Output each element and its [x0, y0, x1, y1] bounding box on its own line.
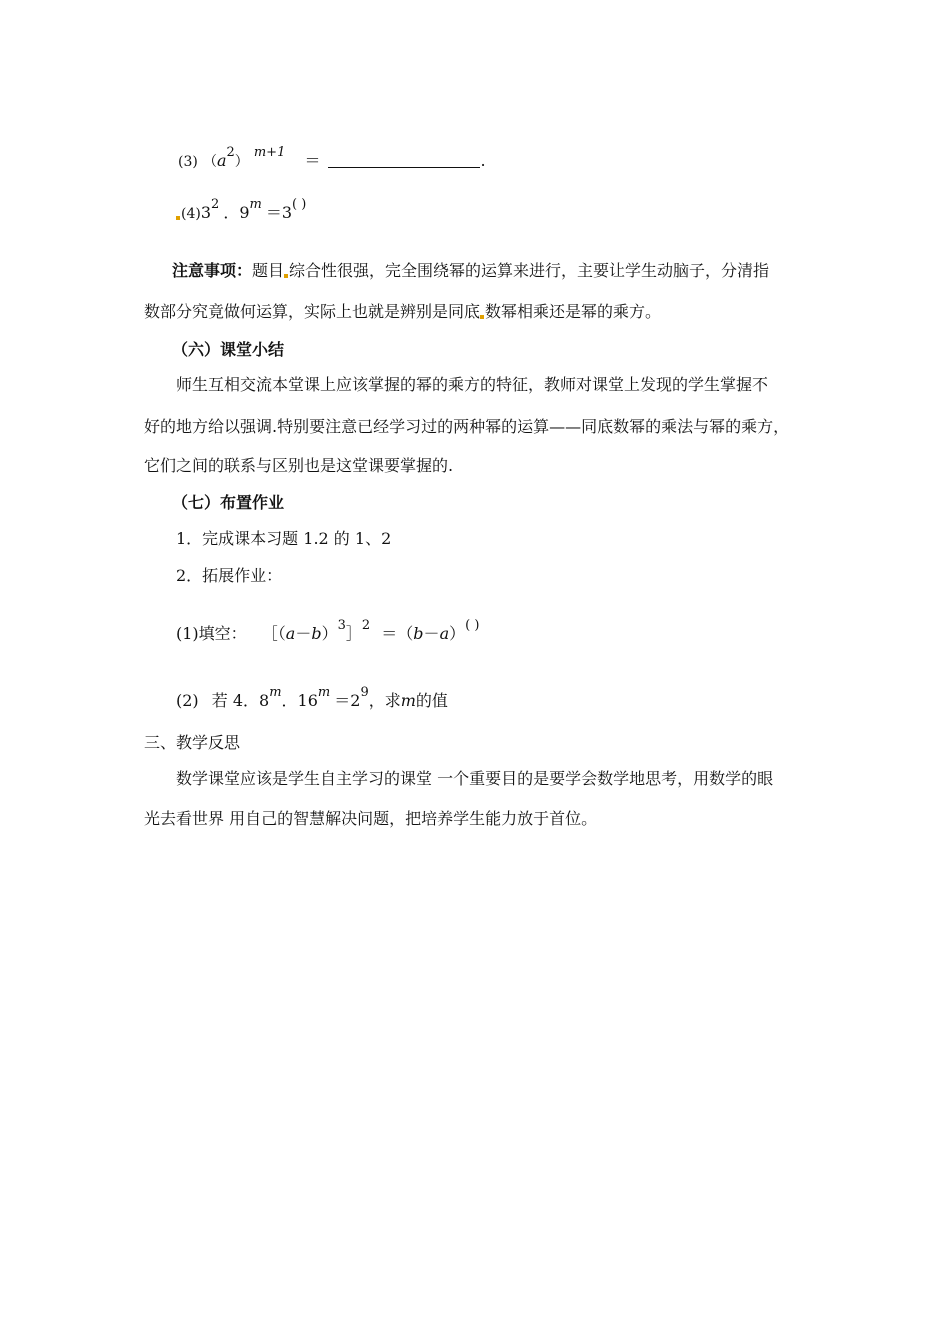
- exercise-number: (2): [176, 691, 199, 710]
- answer-paren[interactable]: ( ): [465, 618, 480, 633]
- homework-exercise-2: (2) 若 4．8$^m$．$16^m =2^9$，求m的值: [176, 685, 448, 710]
- note-line-1: 注意事项：题目 综合性很强，完全围绕幂的运算来进行，主要让学生动脑子，分清指: [172, 261, 770, 280]
- section-3-line-1: 数学课堂应该是学生自主学习的课堂 一个重要目的是要学会数学地思考，用数学的眼: [176, 769, 774, 788]
- section-6-heading: （六）课堂小结: [172, 340, 285, 359]
- exercise-number: (1)填空：: [176, 624, 247, 643]
- revision-mark-icon: [176, 216, 180, 220]
- homework-item-1: 1．完成课本习题 1.2 的 1、2: [176, 529, 392, 548]
- homework-item-2: 2．拓展作业：: [176, 566, 283, 585]
- section-6-line-2: 好的地方给以强调.特别要注意已经学习过的两种幂的运算——同底数幂的乘法与幂的乘方，: [144, 417, 790, 436]
- note-label: 注意事项：: [172, 261, 253, 280]
- section-3-line-2: 光去看世界 用自己的智慧解决问题，把培养学生能力放于首位。: [144, 809, 598, 828]
- homework-exercise-1: (1)填空： $[(a-b)^3]^2 =(b-a)^{( )}$: [176, 618, 480, 643]
- exercise-3: (3) $(a^2) ^{m+1}$ ＝ .: [178, 145, 486, 170]
- exercise-number: (4): [181, 206, 201, 222]
- section-6-line-1: 师生互相交流本堂课上应该掌握的幂的乘方的特征，教师对课堂上发现的学生掌握不: [176, 375, 769, 394]
- outer-exponent: m+1: [253, 145, 286, 160]
- section-3-heading: 三、教学反思: [144, 733, 241, 752]
- exercise-4: $(4)3^2$ ．$9^m =3^{( )}$: [176, 195, 306, 224]
- inner-exponent: 2: [226, 145, 235, 160]
- section-7-heading: （七）布置作业: [172, 493, 285, 512]
- answer-paren[interactable]: ( ): [292, 197, 307, 212]
- revision-mark-icon: [284, 274, 288, 278]
- section-6-line-3: 它们之间的联系与区别也是这堂课要掌握的.: [144, 456, 454, 475]
- note-line-2: 数部分究竟做何运算，实际上也就是辨别是同底 数幂相乘还是幂的乘方。: [144, 302, 662, 321]
- answer-blank[interactable]: [328, 153, 480, 168]
- exercise-number: (3): [178, 154, 198, 170]
- base-a: a: [216, 151, 227, 170]
- revision-mark-icon: [480, 315, 484, 319]
